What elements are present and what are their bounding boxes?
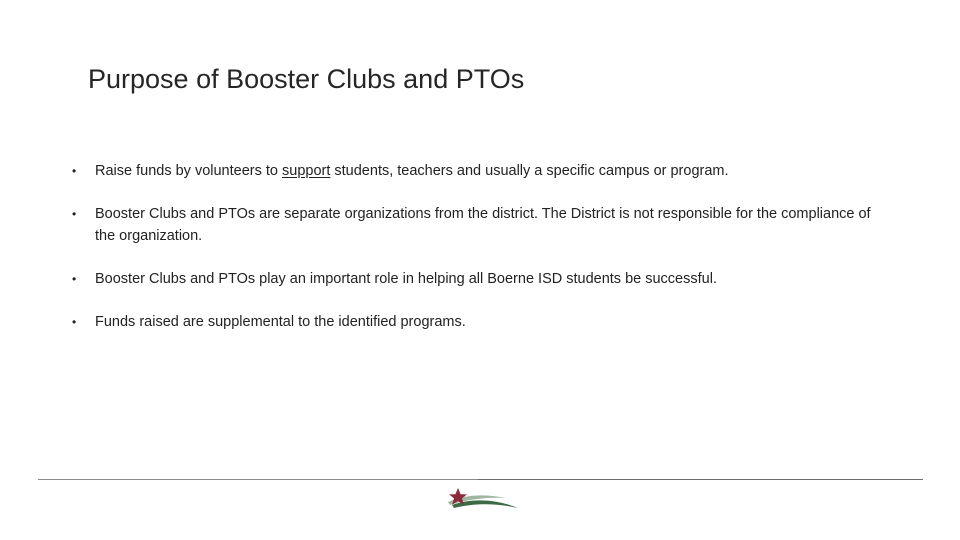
footer-divider-left — [38, 479, 480, 480]
bullet-text-before: Raise funds by volunteers to — [95, 163, 282, 179]
underlined-word-support: support — [282, 163, 331, 179]
bullet-text: Booster Clubs and PTOs play an important role in helping all Boerne ISD students be successful. — [95, 271, 717, 287]
bullet-text: Booster Clubs and PTOs are separate organizations from the district. The District is not responsible for the compliance of the organization. — [95, 206, 871, 244]
bullet-item-funds — [72, 160, 892, 182]
bullet-text: Funds raised are supplemental to the identified programs. — [95, 314, 466, 330]
bullet-item-separate-organizations — [72, 203, 892, 247]
bullet-text-after: students, teachers and usually a specific campus or program. — [330, 163, 729, 179]
bullet-list — [72, 160, 892, 354]
bullet-item-supplemental — [72, 311, 892, 333]
star-swoosh-logo-icon — [444, 484, 520, 512]
footer-divider-right — [478, 479, 923, 480]
bullet-item-important-role — [72, 268, 892, 290]
slide-title: Purpose of Booster Clubs and PTOs — [88, 64, 525, 94]
